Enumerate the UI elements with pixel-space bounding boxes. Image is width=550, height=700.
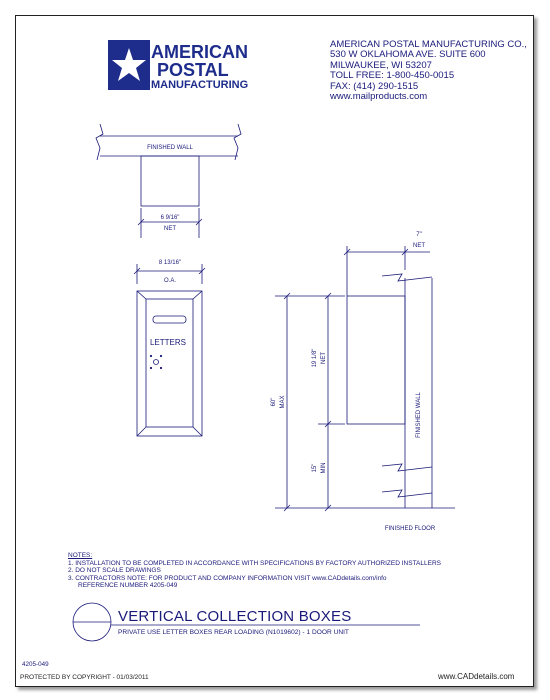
side-floor-label: FINISHED FLOOR bbox=[384, 526, 436, 532]
logo-line1: AMERICAN bbox=[151, 42, 248, 62]
side-elevation bbox=[271, 232, 455, 532]
plan-width-sub: NET bbox=[164, 226, 176, 232]
side-depth-sub: NET bbox=[413, 243, 425, 249]
company-address bbox=[330, 40, 527, 102]
note-item: 1. INSTALLATION TO BE COMPLETED IN ACCORDANCE WITH SPECIFICATIONS BY FACTORY AUTHORIZED INSTALLERS bbox=[68, 559, 441, 567]
notes-block bbox=[68, 552, 441, 590]
caddetails-link[interactable]: www.CADdetails.com bbox=[438, 672, 515, 681]
copyright-notice: PROTECTED BY COPYRIGHT - 01/03/2011 bbox=[20, 674, 149, 681]
front-letters-label: LETTERS bbox=[149, 338, 187, 347]
plan-view bbox=[96, 124, 241, 238]
company-name: AMERICAN POSTAL MANUFACTURING CO., bbox=[330, 39, 527, 50]
notes-header: NOTES: bbox=[68, 552, 93, 559]
company-tollfree: TOLL FREE: 1-800-450-0015 bbox=[330, 70, 455, 82]
logo-line2: POSTAL bbox=[157, 60, 229, 80]
side-overall-dim: 60" bbox=[271, 397, 277, 407]
side-overall-sub: MAX bbox=[280, 395, 286, 409]
side-depth-dim: 7" bbox=[416, 232, 422, 238]
front-oa-dim: 8 13/16" bbox=[158, 260, 182, 266]
logo-line3: MANUFACTURING bbox=[151, 79, 249, 91]
side-floor-dim: 15" bbox=[312, 463, 318, 473]
note-item: 2. DO NOT SCALE DRAWINGS bbox=[68, 567, 161, 575]
side-floor-sub: MIN bbox=[321, 462, 327, 474]
drawing-title: VERTICAL COLLECTION BOXES bbox=[118, 608, 352, 625]
sheet-reference: 4205-049 bbox=[22, 661, 49, 668]
company-fax: FAX: (414) 290-1515 bbox=[330, 80, 419, 92]
drawing-subtitle: PRIVATE USE LETTER BOXES REAR LOADING (N1019602) - 1 DOOR UNIT bbox=[118, 629, 349, 636]
plan-wall-label: FINISHED WALL bbox=[147, 145, 193, 151]
company-web-link[interactable]: www.mailproducts.com bbox=[330, 91, 428, 103]
note-reference: REFERENCE NUMBER 4205-049 bbox=[78, 582, 178, 590]
side-wall-label: FINISHED WALL bbox=[416, 392, 422, 438]
side-box-dim: 19 1/8" bbox=[312, 348, 318, 368]
front-elevation bbox=[134, 260, 205, 436]
note-item: 3. CONTRACTORS NOTE: FOR PRODUCT AND COMPANY INFORMATION VISIT www.CADdetails.com/info bbox=[68, 574, 387, 582]
front-oa-sub: O.A. bbox=[163, 278, 177, 284]
side-box-sub: NET bbox=[321, 352, 327, 364]
company-address2: MILWAUKEE, WI 53207 bbox=[330, 59, 432, 71]
company-logo bbox=[108, 40, 248, 91]
plan-width-dim: 6 9/16" bbox=[160, 215, 180, 221]
company-address1: 530 W OKLAHOMA AVE. SUITE 600 bbox=[330, 49, 486, 61]
